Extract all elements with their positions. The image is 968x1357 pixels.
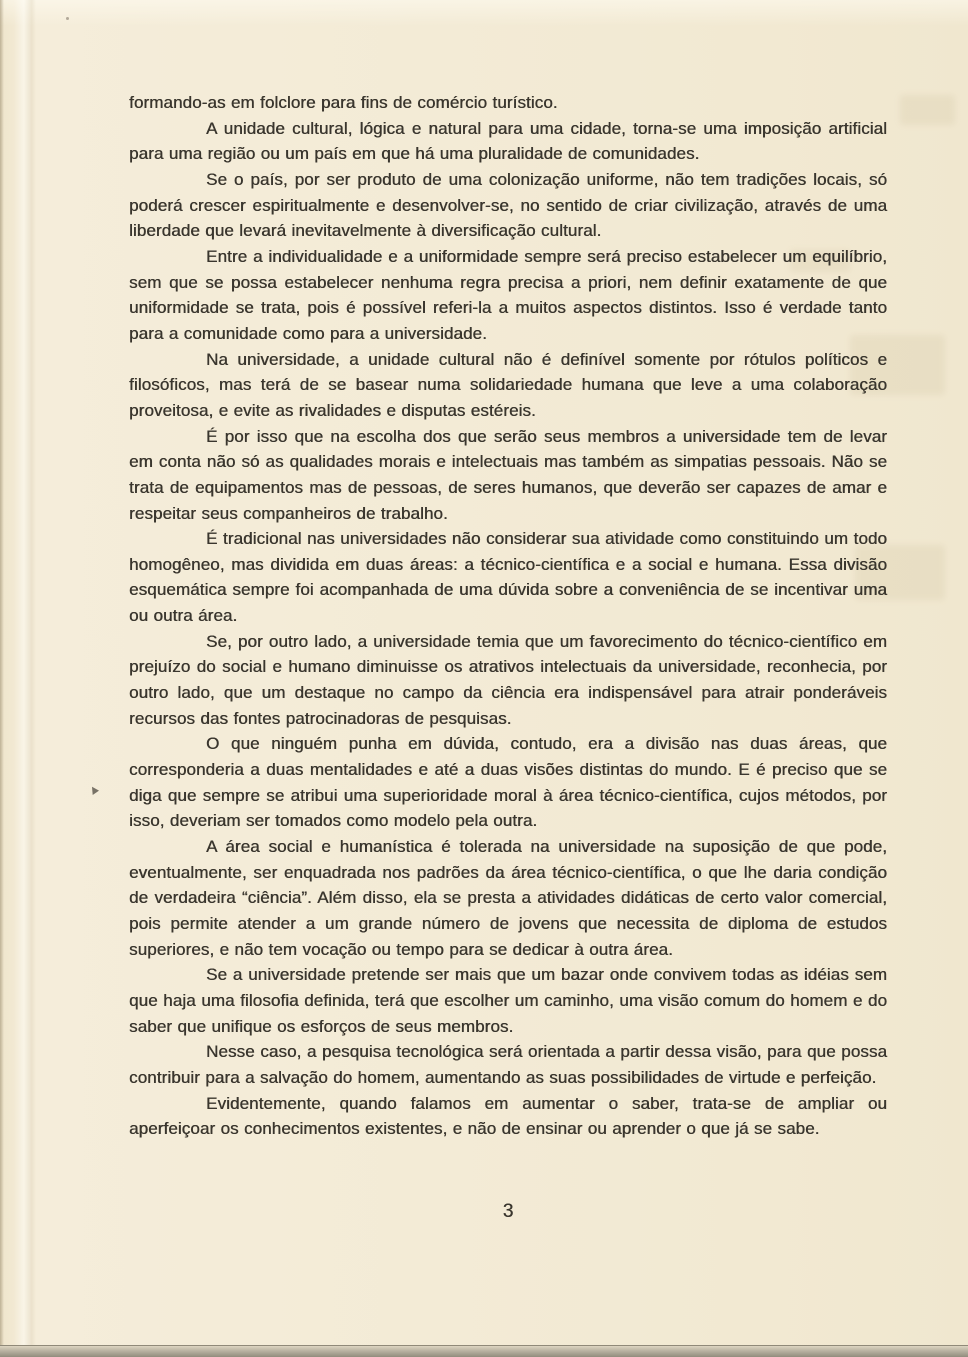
paragraph: A unidade cultural, lógica e natural para uma cidade, torna-se uma imposição artificial para uma região ou um país em que há uma pluralidade de comunidades. xyxy=(129,118,887,164)
paragraph: Se a universidade pretende ser mais que um bazar onde convivem todas as idéias sem que haja uma filosofia definida, terá que escolher um caminho, uma visão comum do homem e do saber que unifique os esforços de seus membros. xyxy=(129,965,887,1036)
paragraph: É por isso que na escolha dos que serão seus membros a universidade tem de levar em conta não só as qualidades morais e intelectuais mas também as simpatias pessoais. Não se trata de equipamentos mas de pessoas, de seres humanos, que deverão ser capazes de amar e respeitar seus companheiros de trabalho. xyxy=(129,426,887,523)
paragraph: A área social e humanística é tolerada na universidade na suposição de que pode, eventualmente, ser enquadrada nos padrões da área técnico-científica, o que lhe daria condição de verdadeira “ciência”. Além disso, ela se presta a atividades didáticas de certo valor comercial, pois permite atender a um grande número de jovens que necessita de diploma de estudos superiores, e não tem vocação ou tempo para se dedicar à outra área. xyxy=(129,837,887,959)
page-number: 3 xyxy=(502,1201,514,1222)
paragraph: Nesse caso, a pesquisa tecnológica será orientada a partir dessa visão, para que possa contribuir para a salvação do homem, aumentando as suas possibilidades de virtude e perfeição. xyxy=(129,1042,887,1087)
scan-left-edge xyxy=(0,0,4,1357)
paragraph: Entre a individualidade e a uniformidade sempre será preciso estabelecer um equilíbrio, sem que se possa estabelecer nenhuma regra precisa a priori, nem definir exatamente de que uniformidade se trata, pois é possível referi-la a muitos aspectos distintos. Isso é verdade tanto para a comunidade como para a universidade. xyxy=(129,246,887,343)
paragraph: Se, por outro lado, a universidade temia que um favorecimento do técnico-científico em prejuízo do social e humano diminuisse os atrativos intelectuais da universidade, reconhecia, por outro lado, que um destaque no campo da ciência era indispensável para atrair ponderáveis recursos das fontes patrocinadoras de pesquisas. xyxy=(129,631,887,728)
scan-bottom-edge xyxy=(0,1345,968,1357)
paragraph-continuation: formando-as em folclore para fins de comércio turístico. xyxy=(129,93,558,112)
text-block xyxy=(129,90,887,1142)
paragraph: Se o país, por ser produto de uma colonização uniforme, não tem tradições locais, só poderá crescer espiritualmente e desenvolver-se, no sentido de criar civilização, através de uma liberdade que levará inevitavelmente à diversificação cultural. xyxy=(129,169,887,241)
paragraph: Na universidade, a unidade cultural não é definível somente por rótulos políticos e filosóficos, mas terá de se basear numa solidariedade humana que leve a uma colaboração proveitosa, e evite as rivalidades e disputas estéreis. xyxy=(129,349,887,420)
paragraph: Evidentemente, quando falamos em aumentar o saber, trata-se de ampliar ou aperfeiçoar os conhecimentos existentes, e não de ensinar ou aprender o que já se sabe. xyxy=(129,1093,887,1139)
paragraph: O que ninguém punha em dúvida, contudo, era a divisão nas duas áreas, que corresponderia a duas mentalidades e até a duas visões distintas do mundo. E é preciso que se diga que sempre se atribui uma superioridade moral à área técnico-científica, cujos métodos, por isso, deveriam ser tomados como modelo pela outra. xyxy=(129,734,887,831)
page-fold-crease xyxy=(14,0,36,1357)
ink-speck xyxy=(92,786,99,795)
bleed-through-ghost xyxy=(900,95,955,125)
ink-speck xyxy=(66,17,69,20)
paragraph: É tradicional nas universidades não considerar sua atividade como constituindo um todo homogêneo, mas dividida em duas áreas: a técnico-científica e a social e humana. Essa divisão esquemática sempre foi acompanhada de uma dúvida sobre a conveniência de se incentivar uma ou outra área. xyxy=(129,529,887,626)
